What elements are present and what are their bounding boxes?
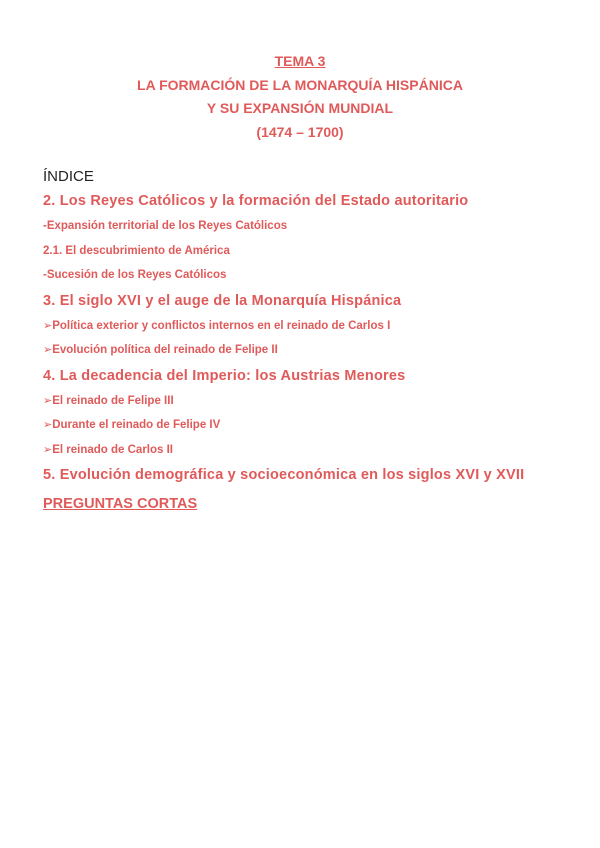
toc-entry-felipe-iii[interactable] xyxy=(43,389,583,414)
toc-entry-label: Durante el reinado de Felipe IV xyxy=(52,419,221,431)
tema-label: TEMA 3 xyxy=(274,53,326,69)
arrow-bullet-icon: ➢ xyxy=(43,343,53,356)
toc-entry-label: El reinado de Felipe III xyxy=(52,394,174,407)
toc-entry-label: Evolución política del reinado de Felipe II xyxy=(52,344,278,356)
arrow-bullet-icon: ➢ xyxy=(43,442,53,456)
toc-entry-sucesion-reyes[interactable]: -Sucesión de los Reyes Católicos xyxy=(43,269,227,281)
toc-entry-label: El reinado de Carlos II xyxy=(52,443,174,456)
toc-entry-section-5[interactable]: 5. Evolución demográfica y socioeconómica en los siglos XVI y XVII xyxy=(43,467,525,483)
toc-entry-descubrimiento-america[interactable]: 2.1. El descubrimiento de América xyxy=(43,244,230,257)
title-block xyxy=(0,50,600,144)
arrow-bullet-icon: ➢ xyxy=(43,418,53,431)
toc-entry-section-4[interactable]: 4. La decadencia del Imperio: los Austrias Menores xyxy=(43,367,406,384)
arrow-bullet-icon: ➢ xyxy=(43,393,53,407)
toc-entry-felipe-iv[interactable] xyxy=(43,413,583,438)
toc-entry-expansion-territorial[interactable]: -Expansión territorial de los Reyes Católicos xyxy=(43,220,288,232)
title-dates: (1474 – 1700) xyxy=(256,123,344,140)
toc-entry-carlos-ii[interactable] xyxy=(43,438,583,463)
toc-entry-section-3[interactable]: 3. El siglo XVI y el auge de la Monarquía Hispánica xyxy=(43,292,402,309)
arrow-bullet-icon: ➢ xyxy=(43,318,53,332)
toc-entry-section-2[interactable]: 2. Los Reyes Católicos y la formación del Estado autoritario xyxy=(43,193,469,209)
toc-entry-politica-carlos-i[interactable] xyxy=(43,314,583,339)
table-of-contents xyxy=(43,166,583,518)
toc-entry-label: Política exterior y conflictos internos en el reinado de Carlos I xyxy=(52,319,391,332)
title-line-1: LA FORMACIÓN DE LA MONARQUÍA HISPÁNICA xyxy=(137,76,463,93)
toc-heading: ÍNDICE xyxy=(43,168,94,185)
toc-entry-felipe-ii[interactable] xyxy=(43,338,583,363)
preguntas-cortas-link[interactable]: PREGUNTAS CORTAS xyxy=(43,496,198,512)
title-line-2: Y SU EXPANSIÓN MUNDIAL xyxy=(206,100,394,116)
